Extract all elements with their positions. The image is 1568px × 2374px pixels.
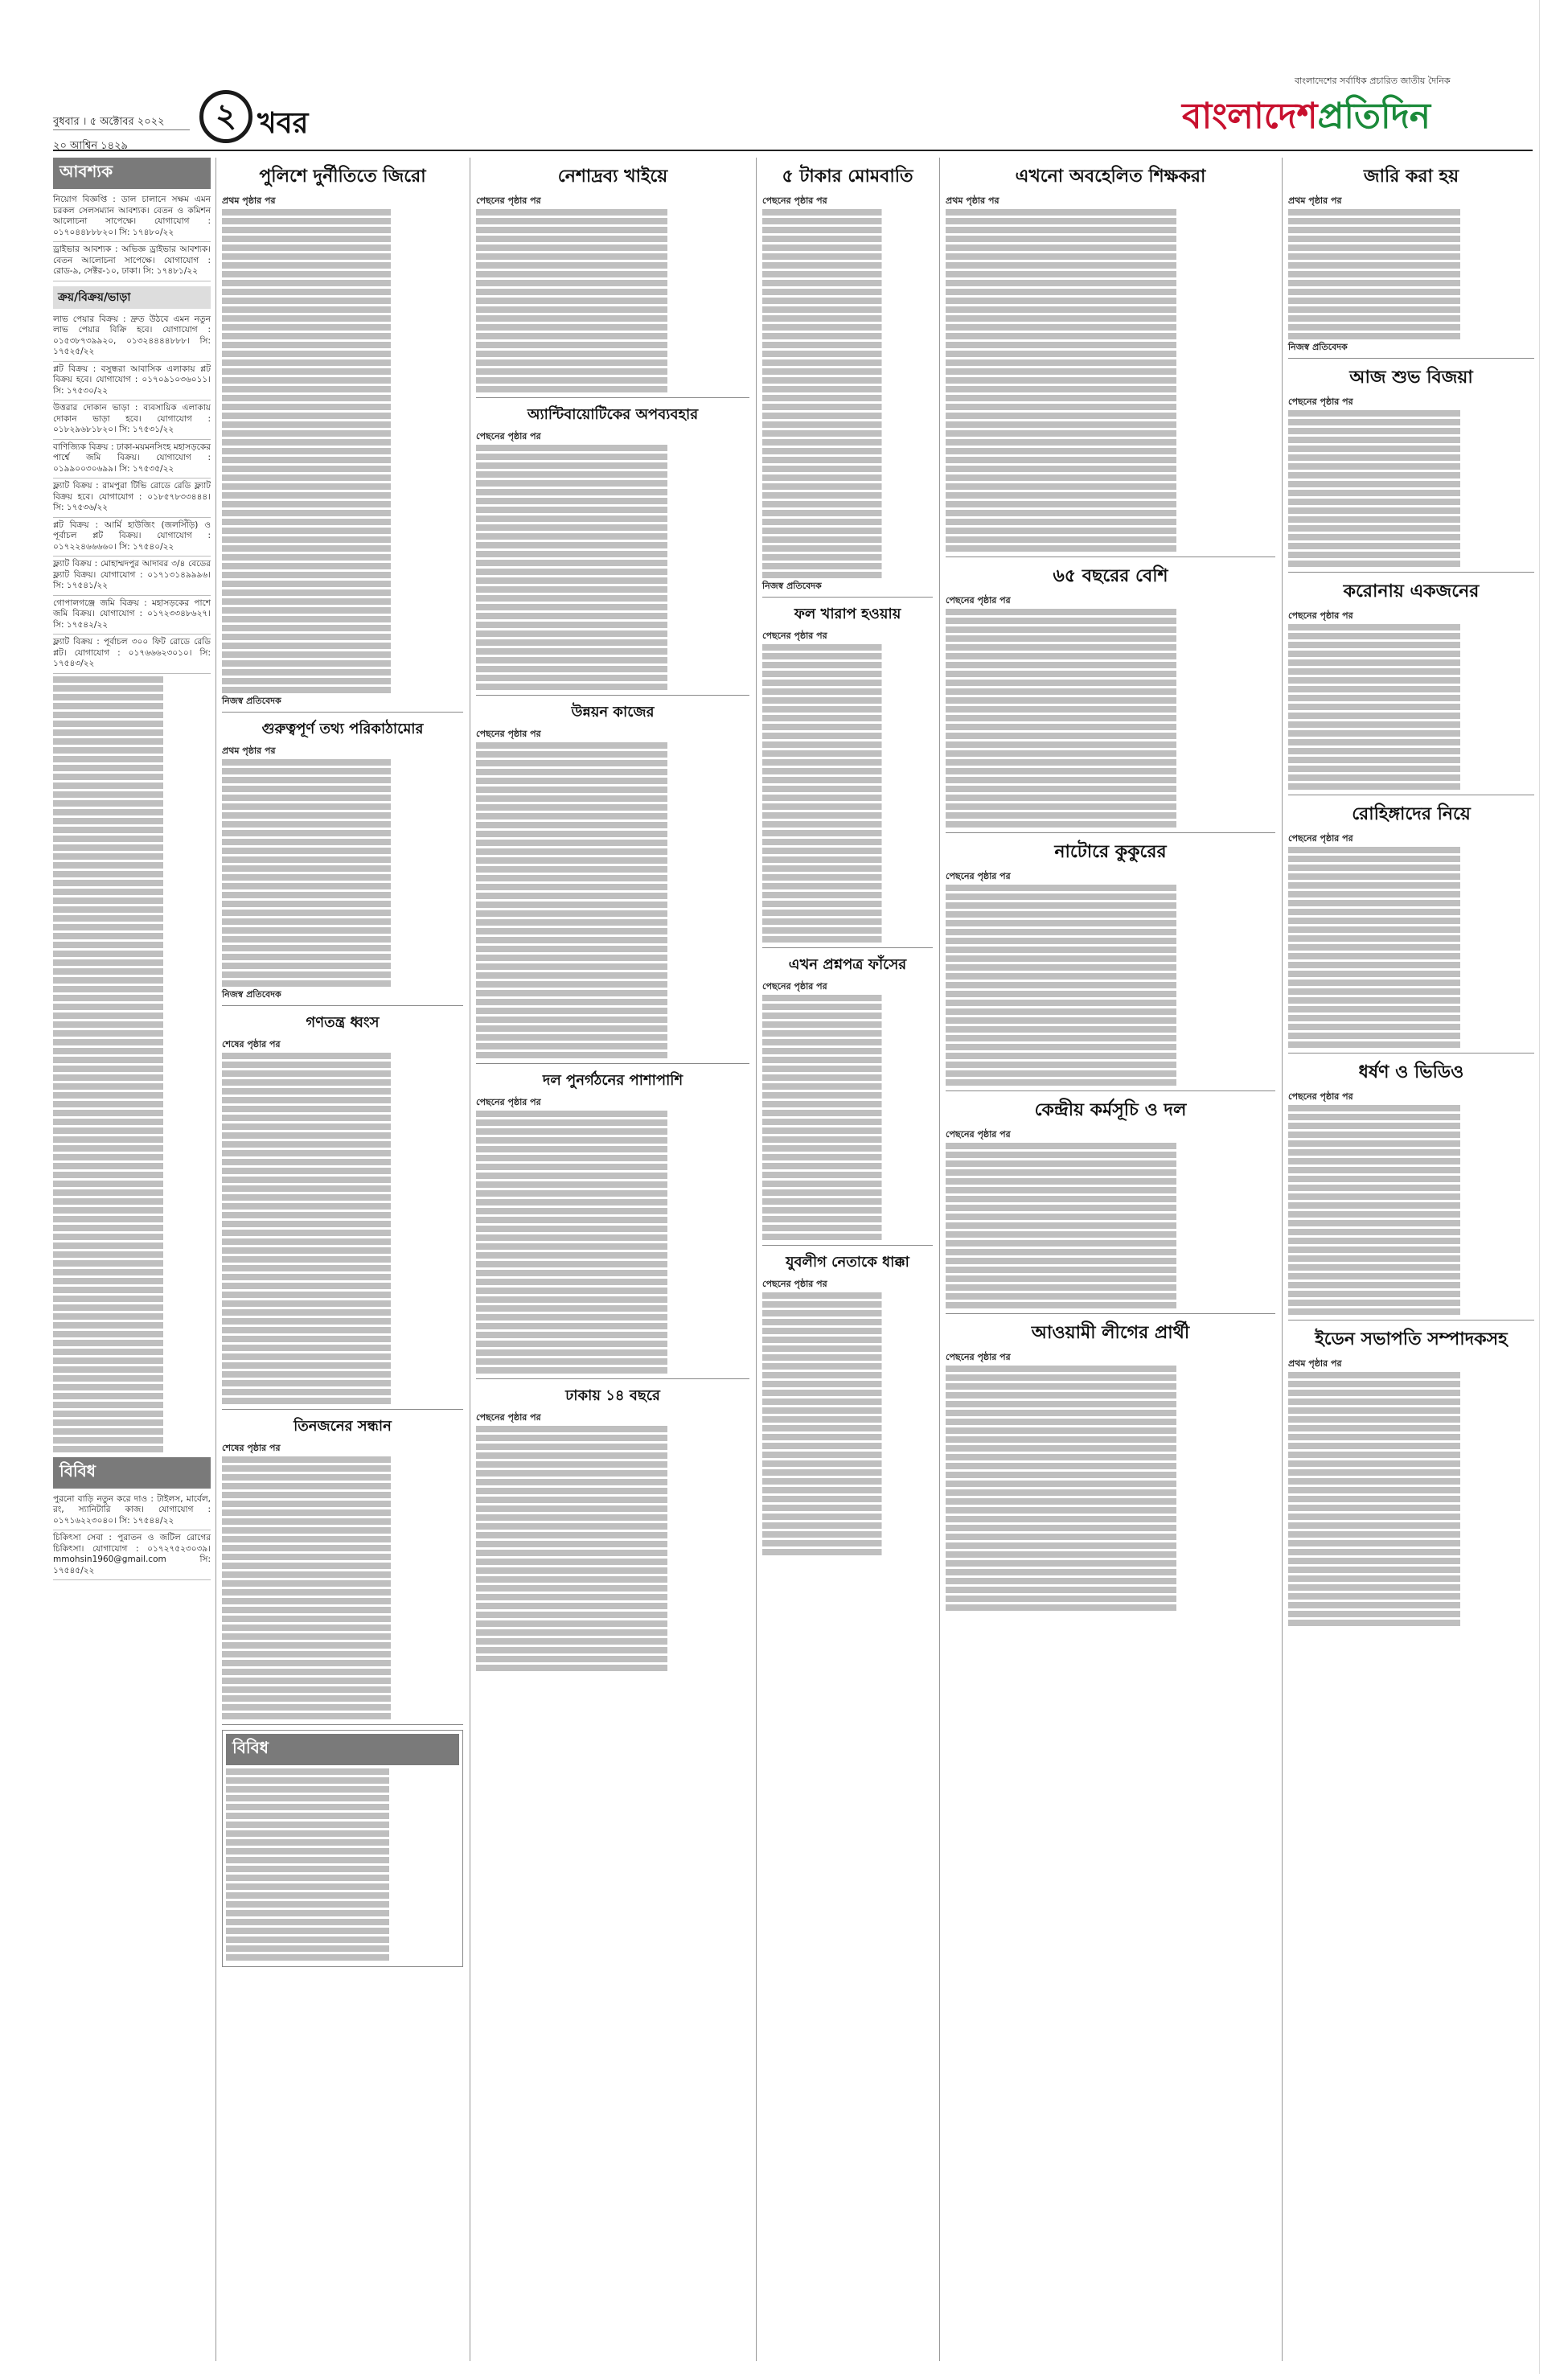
article [1288,162,1534,353]
article [222,1011,463,1404]
article-headline[interactable]: নেশাদ্রব্য খাইয়ে [557,166,668,187]
article-headline[interactable]: পুলিশে দুর্নীতিতে জিরো [259,166,426,187]
article [946,562,1275,828]
article-headline[interactable]: গণতন্ত্র ধ্বংস [306,1014,380,1031]
section-title: খবর [257,107,309,140]
news-column-2 [222,158,463,1967]
article [762,1251,933,1555]
article-headline[interactable]: এখন প্রশ্নপত্র ফাঁসের [788,956,907,973]
article-byline: প্রথম পৃষ্ঠার পর [222,195,276,206]
article-byline: পেছনের পৃষ্ঠার পর [476,1412,541,1423]
article-headline[interactable]: দল পুনর্গঠনের পাশাপাশি [542,1072,683,1089]
article-byline: পেছনের পৃষ্ঠার পর [946,1352,1011,1362]
article-byline: শেষের পৃষ্ঠার পর [222,1039,281,1049]
classified-ad: উত্তরার দোকান ভাড়া : ব্যবসায়িক এলাকায় দোকান ভাড়া হবে। যোগাযোগ : ০১৮২৯৬৮১৮২০। সি: ১৭৫৩১/২২ [53,400,211,440]
article-byline: প্রথম পৃষ্ঠার পর [1288,195,1342,206]
column-rule [1282,158,1283,2361]
article [762,162,933,592]
article-byline: পেছনের পৃষ্ঠার পর [762,195,827,206]
newspaper-logo[interactable] [1182,74,1536,146]
news-column-5 [946,158,1275,1613]
article [1288,1325,1534,1626]
article-headline[interactable]: করোনায় একজনের [1343,581,1480,602]
misc-box [222,1730,463,1967]
article-byline: পেছনের পৃষ্ঠার পর [946,595,1011,606]
article [476,162,749,392]
article-headline[interactable]: অ্যান্টিবায়োটিকের অপব্যবহার [527,406,699,423]
classified-ad: প্লট বিক্রয় : বসুন্ধরা আবাসিক এলাকায় প্লট বিক্রয় হবে। যোগাযোগ : ০১৭০৯১০৩৬০১১। সি: ১৭৫৩০/২২ [53,362,211,401]
article-byline: পেছনের পৃষ্ঠার পর [946,871,1011,881]
classified-ad: গোপালগঞ্জে জমি বিক্রয় : মহাসড়কের পাশে জমি বিক্রয়। যোগাযোগ : ০১৭২৩৩৪৮৬২৭। সি: ১৭৫৪২/২২ [53,596,211,635]
logo-part-green: প্রতিদিন [1317,96,1430,137]
classified-ad: পুরনো বাড়ি নতুন করে দাও : টাইলস, মার্বেল, রং, স্যানিটারি কাজ। যোগাযোগ : ০১৭১৬২২৩০৪০। সি: ১৭৫৪৪/২২ [53,1492,211,1531]
news-column-6 [1288,158,1534,1629]
article-byline: পেছনের পৃষ্ঠার পর [476,729,541,739]
article [1288,577,1534,790]
classified-misc-header: বিবিধ [53,1457,211,1489]
date-divider [53,129,190,130]
news-column-4 [762,158,933,1558]
article [476,403,749,690]
article-headline[interactable]: ফল খারাপ হওয়ায় [794,606,901,622]
header-rule [53,150,1533,151]
misc-box-title: বিবিধ [226,1734,459,1765]
logo-tagline: বাংলাদেশের সর্বাধিক প্রচারিত জাতীয় দৈনিক [1295,76,1451,86]
article [946,1096,1275,1308]
article-byline: পেছনের পৃষ্ঠার পর [1288,396,1353,407]
column-rule [939,158,940,2361]
article-headline[interactable]: উন্নয়ন কাজের [571,704,655,721]
article-signoff: নিজস্ব প্রতিবেদক [222,989,281,1000]
page-number: ২ [199,90,252,143]
article [476,1069,749,1374]
article [1288,363,1534,567]
article-headline[interactable]: কেন্দ্রীয় কর্মসূচি ও দল [1034,1100,1187,1120]
article [762,602,933,943]
column-rule [756,158,757,2361]
article-headline[interactable]: জারি করা হয় [1363,166,1459,187]
article-headline[interactable]: রোহিঙ্গাদের নিয়ে [1352,804,1471,824]
article-byline: প্রথম পৃষ্ঠার পর [946,195,999,206]
article [222,1415,463,1719]
article-headline[interactable]: ধর্ষণ ও ভিডিও [1358,1062,1464,1082]
issue-date: বুধবার । ৫ অক্টোবর ২০২২ [53,116,165,128]
article-headline[interactable]: ৫ টাকার মোমবাতি [782,166,913,187]
article-signoff: নিজস্ব প্রতিবেদক [762,581,822,591]
classified-ad: ফ্ল্যাট বিক্রয় : মোহাম্মদপুর আদাবর ৩/৪ বেডের ফ্ল্যাট বিক্রয়। যোগাযোগ : ০১৭১৩১৪৯৯৯৬। সি: ১৭৫৪১/২২ [53,557,211,596]
classified-subheader: ক্রয়/বিক্রয়/ভাড়া [53,286,211,309]
article-signoff: নিজস্ব প্রতিবেদক [1288,342,1348,352]
page-gutter [1539,0,1540,2374]
article-headline[interactable]: যুবলীগ নেতাকে ধাক্কা [786,1254,909,1271]
article-byline: পেছনের পৃষ্ঠার পর [762,981,827,992]
article-headline[interactable]: এখনো অবহেলিত শিক্ষকরা [1015,166,1206,187]
article-byline: পেছনের পৃষ্ঠার পর [1288,833,1353,844]
article-byline: পেছনের পৃষ্ঠার পর [762,630,827,641]
article-headline[interactable]: আওয়ামী লীগের প্রার্থী [1031,1323,1190,1343]
article-byline: পেছনের পৃষ্ঠার পর [476,431,541,442]
article [946,162,1275,552]
classified-column [53,158,211,1580]
classified-ad: নিয়োগ বিজ্ঞপ্তি : ডাল চালানে সক্ষম এমন চরকল সেলসম্যান আবশ্যক। বেতন ও কমিশন আলোচনা সাপেক্ষে। যোগাযোগ : ০১৭০৪৪৮৮৮২০। সি: ১৭৪৮০/২২ [53,192,211,242]
classified-ad: চিকিৎসা সেবা : পুরাতন ও জটিল রোগের চিকিৎসা। যোগাযোগ : ০১৭২৭৫২৩০৩৯। mmohsin1960@gmail.com সি: ১৭৫৪৫/২২ [53,1530,211,1580]
classified-ad: ফ্ল্যাট বিক্রয় : পূর্বাচল ৩০০ ফিট রোডে রেডি প্লট। যোগাযোগ : ০১৭৬৬৬২৩০১০। সি: ১৭৫৪৩/২২ [53,635,211,674]
column-rule [215,158,216,2361]
article-byline: পেছনের পৃষ্ঠার পর [476,195,541,206]
classified-ad: প্লট বিক্রয় : আর্মি হাউজিং (জলসিঁড়ি) ও পূর্বাচল প্লট বিক্রয়। যোগাযোগ : ০১৭২২৪৬৬৬৬০। সি: ১৭৫৪০/২২ [53,518,211,557]
article-byline: প্রথম পৃষ্ঠার পর [1288,1358,1342,1369]
classified-ad: ড্রাইভার আবশ্যক : অভিজ্ঞ ড্রাইভার আবশ্যক। বেতন আলোচনা সাপেক্ষে। যোগাযোগ : রোড-৯, সেক্টর-১০, ঢাকা। সি: ১৭৪৮১/২২ [53,242,211,281]
article-byline: পেছনের পৃষ্ঠার পর [762,1279,827,1289]
bangla-date: ২০ আশ্বিন ১৪২৯ [53,140,128,152]
article-signoff: নিজস্ব প্রতিবেদক [222,696,281,706]
article-headline[interactable]: আজ শুভ বিজয়া [1349,368,1473,388]
article [1288,800,1534,1048]
article-byline: পেছনের পৃষ্ঠার পর [476,1097,541,1107]
article [946,1319,1275,1611]
classified-filler [53,676,211,1452]
article-headline[interactable]: ঢাকায় ১৪ বছরে [565,1387,660,1404]
logo-part-red: বাংলাদেশ [1182,96,1318,137]
article [222,717,463,1000]
article [946,838,1275,1086]
article-byline: পেছনের পৃষ্ঠার পর [1288,610,1353,621]
article-byline: প্রথম পৃষ্ঠার পর [222,745,276,756]
article [476,1384,749,1671]
article [762,953,933,1240]
article-headline[interactable]: নাটোরে কুকুরের [1054,842,1167,862]
article-headline[interactable]: ৬৫ বছরের বেশি [1053,566,1168,586]
news-column-3 [476,158,749,1674]
article [1288,1058,1534,1315]
article-byline: পেছনের পৃষ্ঠার পর [946,1129,1011,1140]
article-headline[interactable]: ইডেন সভাপতি সম্পাদকসহ [1315,1329,1508,1349]
article-headline[interactable]: গুরুত্বপূর্ণ তথ্য পরিকাঠামোর [261,721,424,737]
classified-ad: লাভ পেয়ার বিক্রয় : দ্রুত উঠবে এমন নতুন লাভ পেয়ার বিক্রি হবে। যোগাযোগ : ০১৫৩৮৭৩৯৯২০, ০১৩২৪৪৪৪৮৮৮। সি: ১৭৫২৫/২২ [53,312,211,362]
classified-ad: ফ্ল্যাট বিক্রয় : রামপুরা টিভি রোডে রেডি ফ্ল্যাট বিক্রয় হবে। যোগাযোগ : ০১৮৫৭৮৩৩৪৪৪। সি: ১৭৫৩৬/২২ [53,478,211,518]
article-byline: শেষের পৃষ্ঠার পর [222,1443,281,1453]
article [476,700,749,1058]
article-headline[interactable]: তিনজনের সন্ধান [293,1418,392,1435]
classified-header: আবশ্যক [53,158,211,189]
classified-ad: বাণিজ্যিক বিক্রয় : ঢাকা-ময়মনসিংহ মহাসড়কের পার্শ্বে জমি বিক্রয়। যোগাযোগ : ০১৯৯০০৩০৬৯৯। সি: ১৭৫৩৫/২২ [53,440,211,479]
logo-wordmark [1182,89,1536,148]
article [222,162,463,707]
article-byline: পেছনের পৃষ্ঠার পর [1288,1091,1353,1102]
